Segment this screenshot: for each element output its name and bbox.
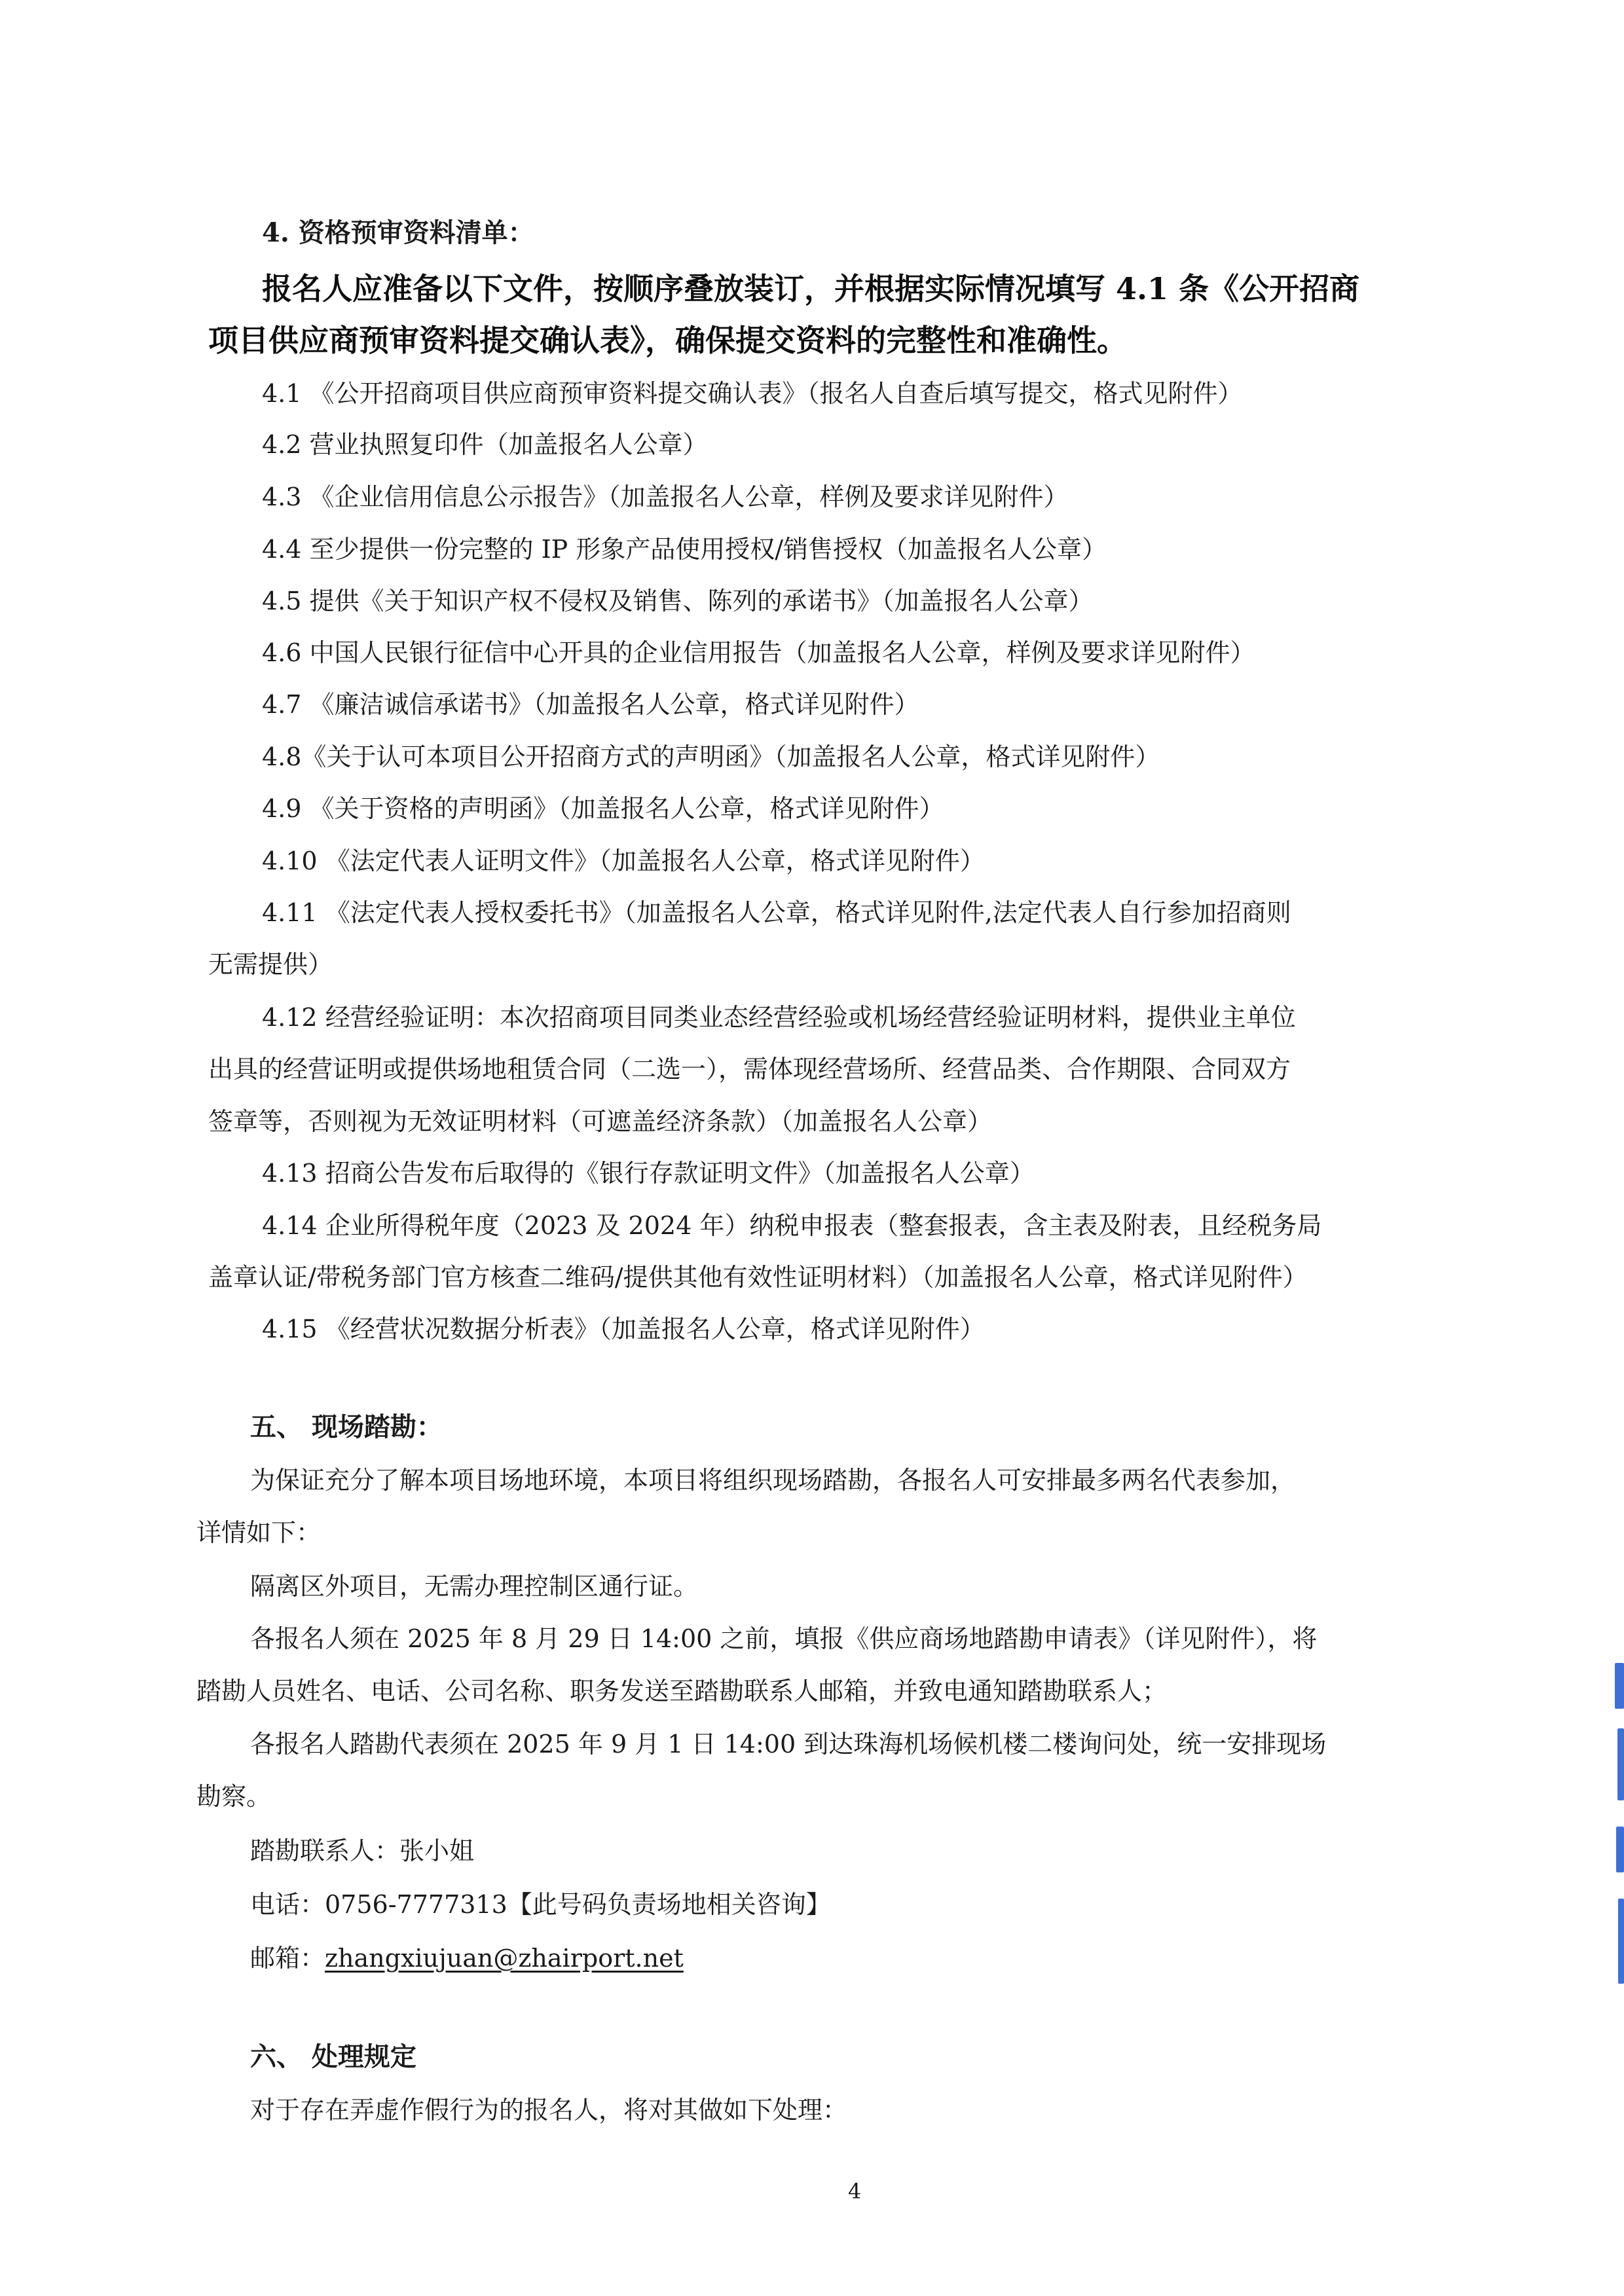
page-number: 4 xyxy=(848,2179,862,2204)
section-5-paragraph-4-line-2: 勘察。 xyxy=(196,1782,272,1811)
list-item-4-4: 4.4 至少提供一份完整的 IP 形象产品使用授权/销售授权（加盖报名人公章） xyxy=(262,535,1107,564)
section-5-paragraph-3-line-1: 各报名人须在 2025 年 8 月 29 日 14:00 之前，填报《供应商场地踏勘申请表》（详见附件），将 xyxy=(250,1624,1318,1653)
list-item-4-6: 4.6 中国人民银行征信中心开具的企业信用报告（加盖报名人公章，样例及要求详见附件） xyxy=(262,638,1255,667)
email-label: 邮箱： xyxy=(250,1944,325,1973)
section-6-paragraph-1: 对于存在弄虚作假行为的报名人，将对其做如下处理： xyxy=(250,2096,848,2124)
list-item-4-12-line-2: 出具的经营证明或提供场地租赁合同（二选一），需体现经营场所、经营品类、合作期限、合同双方 xyxy=(208,1055,1291,1084)
section-5-paragraph-1-line-1: 为保证充分了解本项目场地环境，本项目将组织现场踏勘，各报名人可安排最多两名代表参加， xyxy=(250,1466,1296,1495)
list-item-4-13: 4.13 招商公告发布后取得的《银行存款证明文件》（加盖报名人公章） xyxy=(262,1159,1035,1188)
list-item-4-1: 4.1 《公开招商项目供应商预审资料提交确认表》（报名人自查后填写提交，格式见附件） xyxy=(262,379,1243,408)
scan-edge-mark xyxy=(1617,1728,1624,1800)
section-5-heading: 五、 现场踏勘： xyxy=(250,1412,443,1442)
list-item-4-11-line-2: 无需提供） xyxy=(208,950,333,979)
list-item-4-12-line-3: 签章等，否则视为无效证明材料（可遮盖经济条款）（加盖报名人公章） xyxy=(208,1107,993,1136)
section-5-paragraph-2: 隔离区外项目，无需办理控制区通行证。 xyxy=(250,1572,699,1601)
section-6-heading: 六、 处理规定 xyxy=(250,2041,416,2072)
list-item-4-10: 4.10 《法定代表人证明文件》（加盖报名人公章，格式详见附件） xyxy=(262,847,985,875)
scan-edge-mark xyxy=(1615,1663,1624,1709)
section-4-intro-line-1: 报名人应准备以下文件，按顺序叠放装订，并根据实际情况填写 4.1 条《公开招商 xyxy=(262,271,1360,306)
scan-edge-mark xyxy=(1616,1827,1624,1872)
list-item-4-5: 4.5 提供《关于知识产权不侵权及销售、陈列的承诺书》（加盖报名人公章） xyxy=(262,587,1094,615)
list-item-4-14-line-2: 盖章认证/带税务部门官方核查二维码/提供其他有效性证明材料）（加盖报名人公章，格式详见附件） xyxy=(208,1263,1308,1292)
list-item-4-7: 4.7 《廉洁诚信承诺书》（加盖报名人公章，格式详见附件） xyxy=(262,690,919,719)
section-4-heading: 4. 资格预审资料清单： xyxy=(262,217,534,248)
list-item-4-12-line-1: 4.12 经营经验证明：本次招商项目同类业态经营经验或机场经营经验证明材料，提供业主单位 xyxy=(262,1003,1296,1032)
contact-email-row xyxy=(250,1946,684,1971)
list-item-4-14-line-1: 4.14 企业所得税年度（2023 及 2024 年）纳税申报表（整套报表，含主表及附表，且经税务局 xyxy=(262,1211,1322,1240)
section-5-paragraph-3-line-2: 踏勘人员姓名、电话、公司名称、职务发送至踏勘联系人邮箱，并致电通知踏勘联系人； xyxy=(196,1677,1168,1705)
list-item-4-3: 4.3 《企业信用信息公示报告》（加盖报名人公章，样例及要求详见附件） xyxy=(262,483,1069,511)
email-link[interactable]: zhangxiujuan@zhairport.net xyxy=(325,1944,684,1973)
contact-phone: 电话：0756-7777313【此号码负责场地相关咨询】 xyxy=(250,1890,831,1919)
list-item-4-8: 4.8《关于认可本项目公开招商方式的声明函》（加盖报名人公章，格式详见附件） xyxy=(262,742,1160,771)
list-item-4-15: 4.15 《经营状况数据分析表》（加盖报名人公章，格式详见附件） xyxy=(262,1315,985,1343)
section-5-paragraph-4-line-1: 各报名人踏勘代表须在 2025 年 9 月 1 日 14:00 到达珠海机场候机楼二楼询问处，统一安排现场 xyxy=(250,1730,1327,1758)
scan-edge-mark xyxy=(1618,1899,1624,1984)
list-item-4-2: 4.2 营业执照复印件（加盖报名人公章） xyxy=(262,430,708,459)
section-4-intro-line-2: 项目供应商预审资料提交确认表》，确保提交资料的完整性和准确性。 xyxy=(208,323,1127,358)
section-5-paragraph-1-line-2: 详情如下： xyxy=(196,1518,322,1547)
list-item-4-11-line-1: 4.11 《法定代表人授权委托书》（加盖报名人公章，格式详见附件,法定代表人自行参加招商则 xyxy=(262,898,1291,927)
list-item-4-9: 4.9 《关于资格的声明函》（加盖报名人公章，格式详见附件） xyxy=(262,794,944,823)
contact-person: 踏勘联系人：张小姐 xyxy=(250,1836,475,1865)
